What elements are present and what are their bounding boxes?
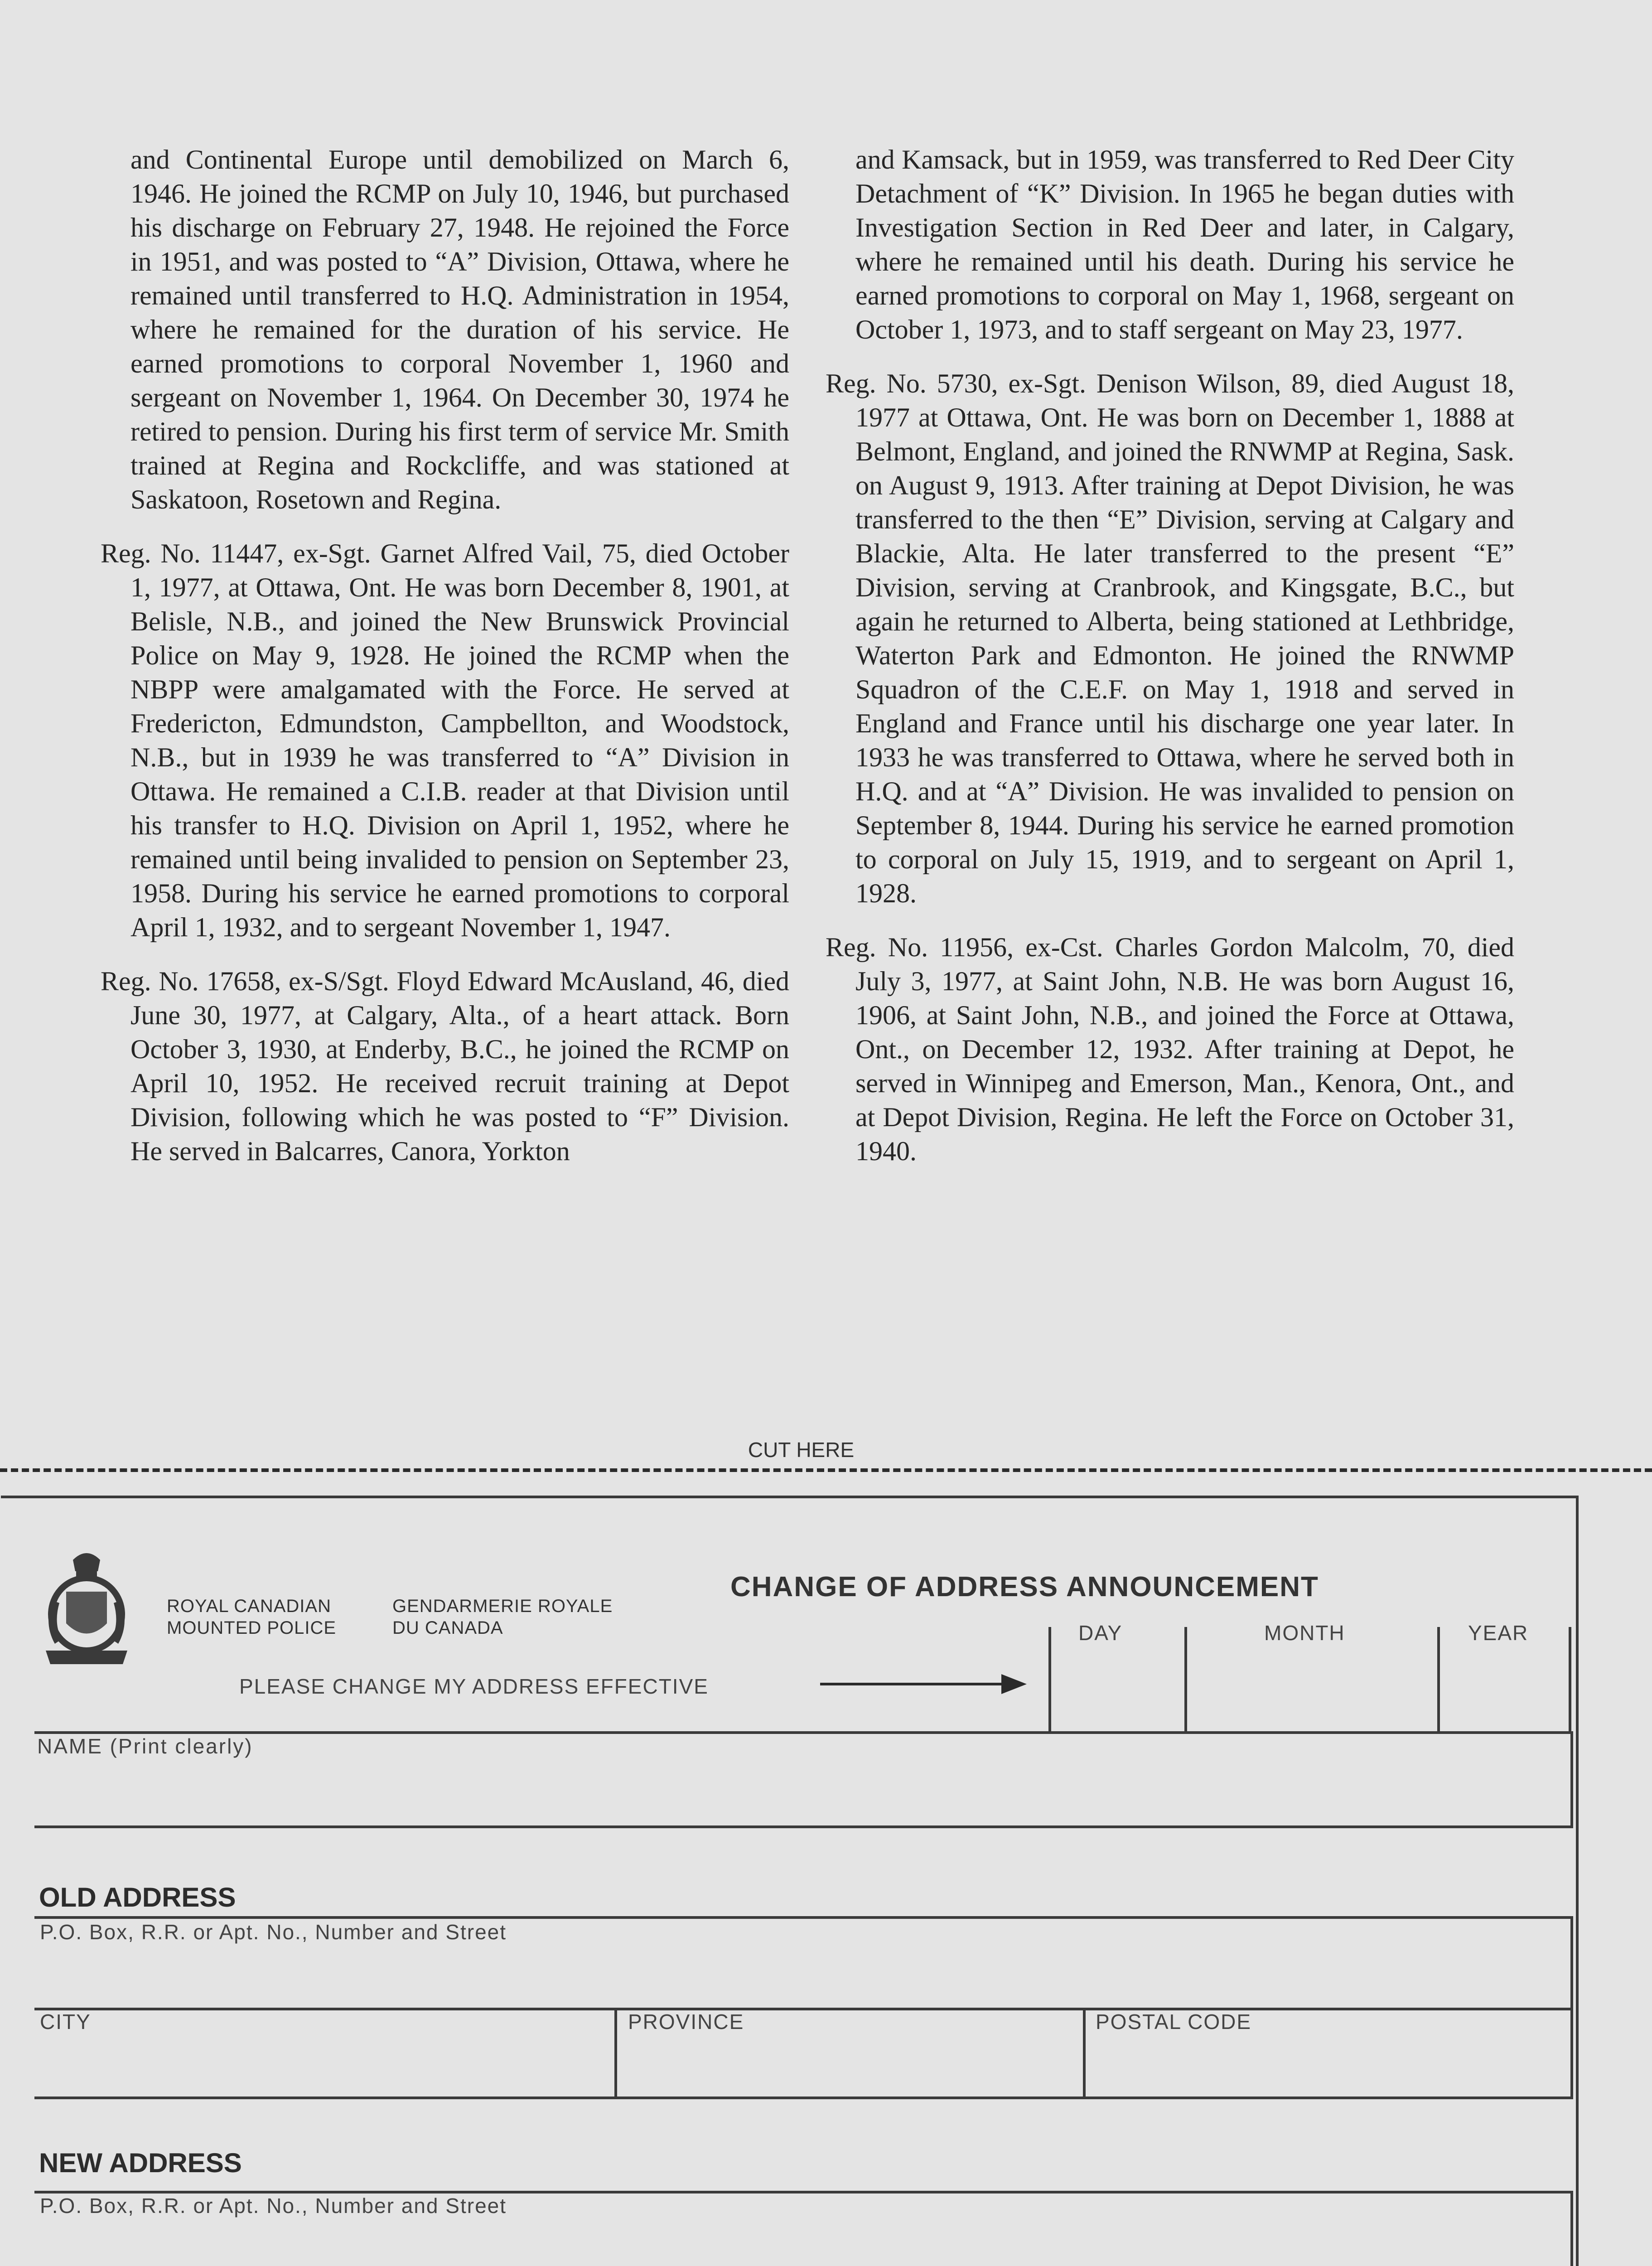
old-address-divider (1083, 2008, 1086, 2098)
org-fr-line: DU CANADA (392, 1618, 503, 1638)
form-title: CHANGE OF ADDRESS ANNOUNCEMENT (730, 1571, 1319, 1603)
month-label: MONTH (1264, 1621, 1345, 1645)
old-street-field[interactable] (37, 1920, 1569, 2004)
article-column-right (826, 143, 1514, 1188)
org-name-english (167, 1595, 336, 1639)
arrow-right-icon (820, 1670, 1029, 1698)
new-address-heading: NEW ADDRESS (39, 2148, 242, 2178)
old-postal-field[interactable] (1087, 2035, 1570, 2097)
old-street-label: P.O. Box, R.R. or Apt. No., Number and Street (40, 1920, 507, 1944)
org-en-line: MOUNTED POLICE (167, 1618, 337, 1638)
old-postal-label: POSTAL CODE (1096, 2010, 1252, 2034)
old-address-heading: OLD ADDRESS (39, 1882, 236, 1913)
obituary-paragraph: Reg. No. 11956, ex-Cst. Charles Gordon Malcolm, 70, died July 3, 1977, at Saint John, N.B. He was born August 16, 1906, at Saint John, N.B., and joined the Force at Ottawa, Ont., on December 12, 1932. After training at Depot, he served in Winnipeg and Emerson, Man., Kenora, Ont., and at Depot Division, Regina. He left the Force on October 31, 1940. (826, 932, 1514, 1166)
obituary-paragraph: Reg. No. 11447, ex-Sgt. Garnet Alfred Vail, 75, died October 1, 1977, at Ottawa, Ont. He was born December 8, 1901, at Belisle, N.B., and joined the New Brunswick Provincial Police on May 9, 1928. He joined the RCMP when the NBPP were amalgamated with the Force. He served at Fredericton, Edmundston, Campbellton, and Woodstock, N.B., but in 1939 he was transferred to “A” Division in Ottawa. He remained a C.I.B. reader at that Division until his transfer to H.Q. Division on April 1, 1952, where he remained until being invalided to pension on September 23, 1958. During his service he earned promotions to corporal April 1, 1932, and to sergeant November 1, 1947. (101, 538, 789, 942)
effective-date-label: PLEASE CHANGE MY ADDRESS EFFECTIVE (239, 1675, 709, 1698)
old-province-field[interactable] (618, 2035, 1081, 2097)
date-divider (1569, 1627, 1571, 1734)
old-city-field[interactable] (37, 2035, 613, 2097)
date-divider (1437, 1627, 1440, 1734)
old-province-label: PROVINCE (628, 2010, 744, 2034)
name-label: NAME (Print clearly) (37, 1734, 253, 1758)
obituary-paragraph: Reg. No. 17658, ex-S/Sgt. Floyd Edward McAusland, 46, died June 30, 1977, at Calgary, Alta., of a heart attack. Born October 3, 1930, at Enderby, B.C., he joined the RCMP on April 10, 1952. He received recruit training at Depot Division, following which he was posted to “F” Division. He served in Balcarres, Canora, Yorkton (101, 966, 789, 1166)
org-en-line: ROYAL CANADIAN (167, 1596, 331, 1616)
obituary-paragraph: and Continental Europe until demobilized on March 6, 1946. He joined the RCMP on July 10, 1946, but purchased his discharge on February 27, 1948. He rejoined the Force in 1951, and was posted to “A” Division, Ottawa, where he remained until transferred to H.Q. Administration in 1954, where he remained for the duration of his service. He earned promotions to corporal November 1, 1960 and sergeant on November 1, 1964. On December 30, 1974 he retired to pension. During his first term of service Mr. Smith trained at Regina and Rockcliffe, and was stationed at Saskatoon, Rosetown and Regina. (130, 145, 789, 514)
old-address-divider (34, 2008, 1573, 2010)
date-divider (1048, 1627, 1051, 1734)
org-name-french (392, 1595, 613, 1639)
old-address-divider (614, 2008, 617, 2098)
cut-line-divider (0, 1468, 1652, 1472)
org-fr-line: GENDARMERIE ROYALE (392, 1596, 613, 1616)
cut-here-label: CUT HERE (748, 1438, 855, 1462)
rcmp-crest-icon (34, 1546, 139, 1669)
day-label: DAY (1078, 1621, 1123, 1645)
new-street-field[interactable] (37, 2193, 1569, 2266)
obituary-paragraph: and Kamsack, but in 1959, was transferred to Red Deer City Detachment of “K” Division. In 1965 he began duties with Investigation Section in Red Deer and later, in Calgary, where he remained until his death. During his service he earned promotions to corporal on May 1, 1968, sergeant on October 1, 1973, and to staff sergeant on May 23, 1977. (855, 145, 1514, 344)
article-column-left (101, 143, 789, 1188)
name-field[interactable] (34, 1731, 1573, 1828)
new-street-label: P.O. Box, R.R. or Apt. No., Number and Street (40, 2194, 507, 2218)
old-city-label: CITY (40, 2010, 91, 2034)
date-divider (1184, 1627, 1187, 1734)
obituary-paragraph: Reg. No. 5730, ex-Sgt. Denison Wilson, 89, died August 18, 1977 at Ottawa, Ont. He was born on December 1, 1888 at Belmont, England, and joined the RNWMP at Regina, Sask. on August 9, 1913. After training at Depot Division, he was transferred to the then “E” Division, serving at Calgary and Blackie, Alta. He later transferred to the present “E” Division, serving at Cranbrook, and Kingsgate, B.C., but again he returned to Alberta, being stationed at Lethbridge, Waterton Park and Edmonton. He joined the RNWMP Squadron of the C.E.F. on May 1, 1918 and served in England and France until his discharge one year later. In 1933 he was transferred to Ottawa, where he served both in H.Q. and at “A” Division. He was invalided to pension on September 8, 1944. During his service he earned promotion to corporal on July 15, 1919, and to sergeant on April 1, 1928. (826, 368, 1514, 908)
year-label: YEAR (1468, 1621, 1529, 1645)
